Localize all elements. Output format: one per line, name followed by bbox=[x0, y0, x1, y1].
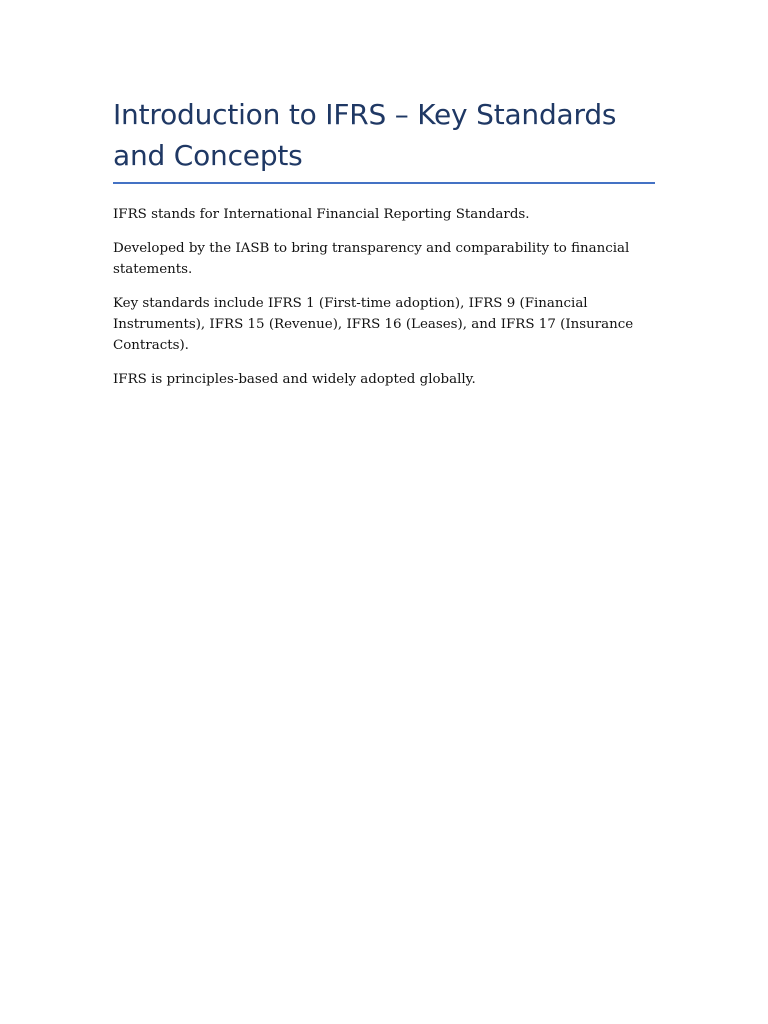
paragraph-principles-based: IFRS is principles-based and widely adopted globally. bbox=[113, 372, 476, 387]
title-divider bbox=[113, 182, 655, 184]
paragraph-iasb-purpose: Developed by the IASB to bring transparency and comparability to financial statements. bbox=[113, 241, 630, 277]
paragraph-ifrs-definition: IFRS stands for International Financial Reporting Standards. bbox=[113, 207, 530, 222]
document-body bbox=[113, 94, 655, 403]
paragraph-key-standards: Key standards include IFRS 1 (First-time adoption), IFRS 9 (Financial Instruments), IFRS 15 (Revenue), IFRS 16 (Leases), and IFRS 17 (Insurance Contracts). bbox=[113, 296, 634, 353]
page-title: Introduction to IFRS – Key Standards and Concepts bbox=[113, 98, 617, 172]
